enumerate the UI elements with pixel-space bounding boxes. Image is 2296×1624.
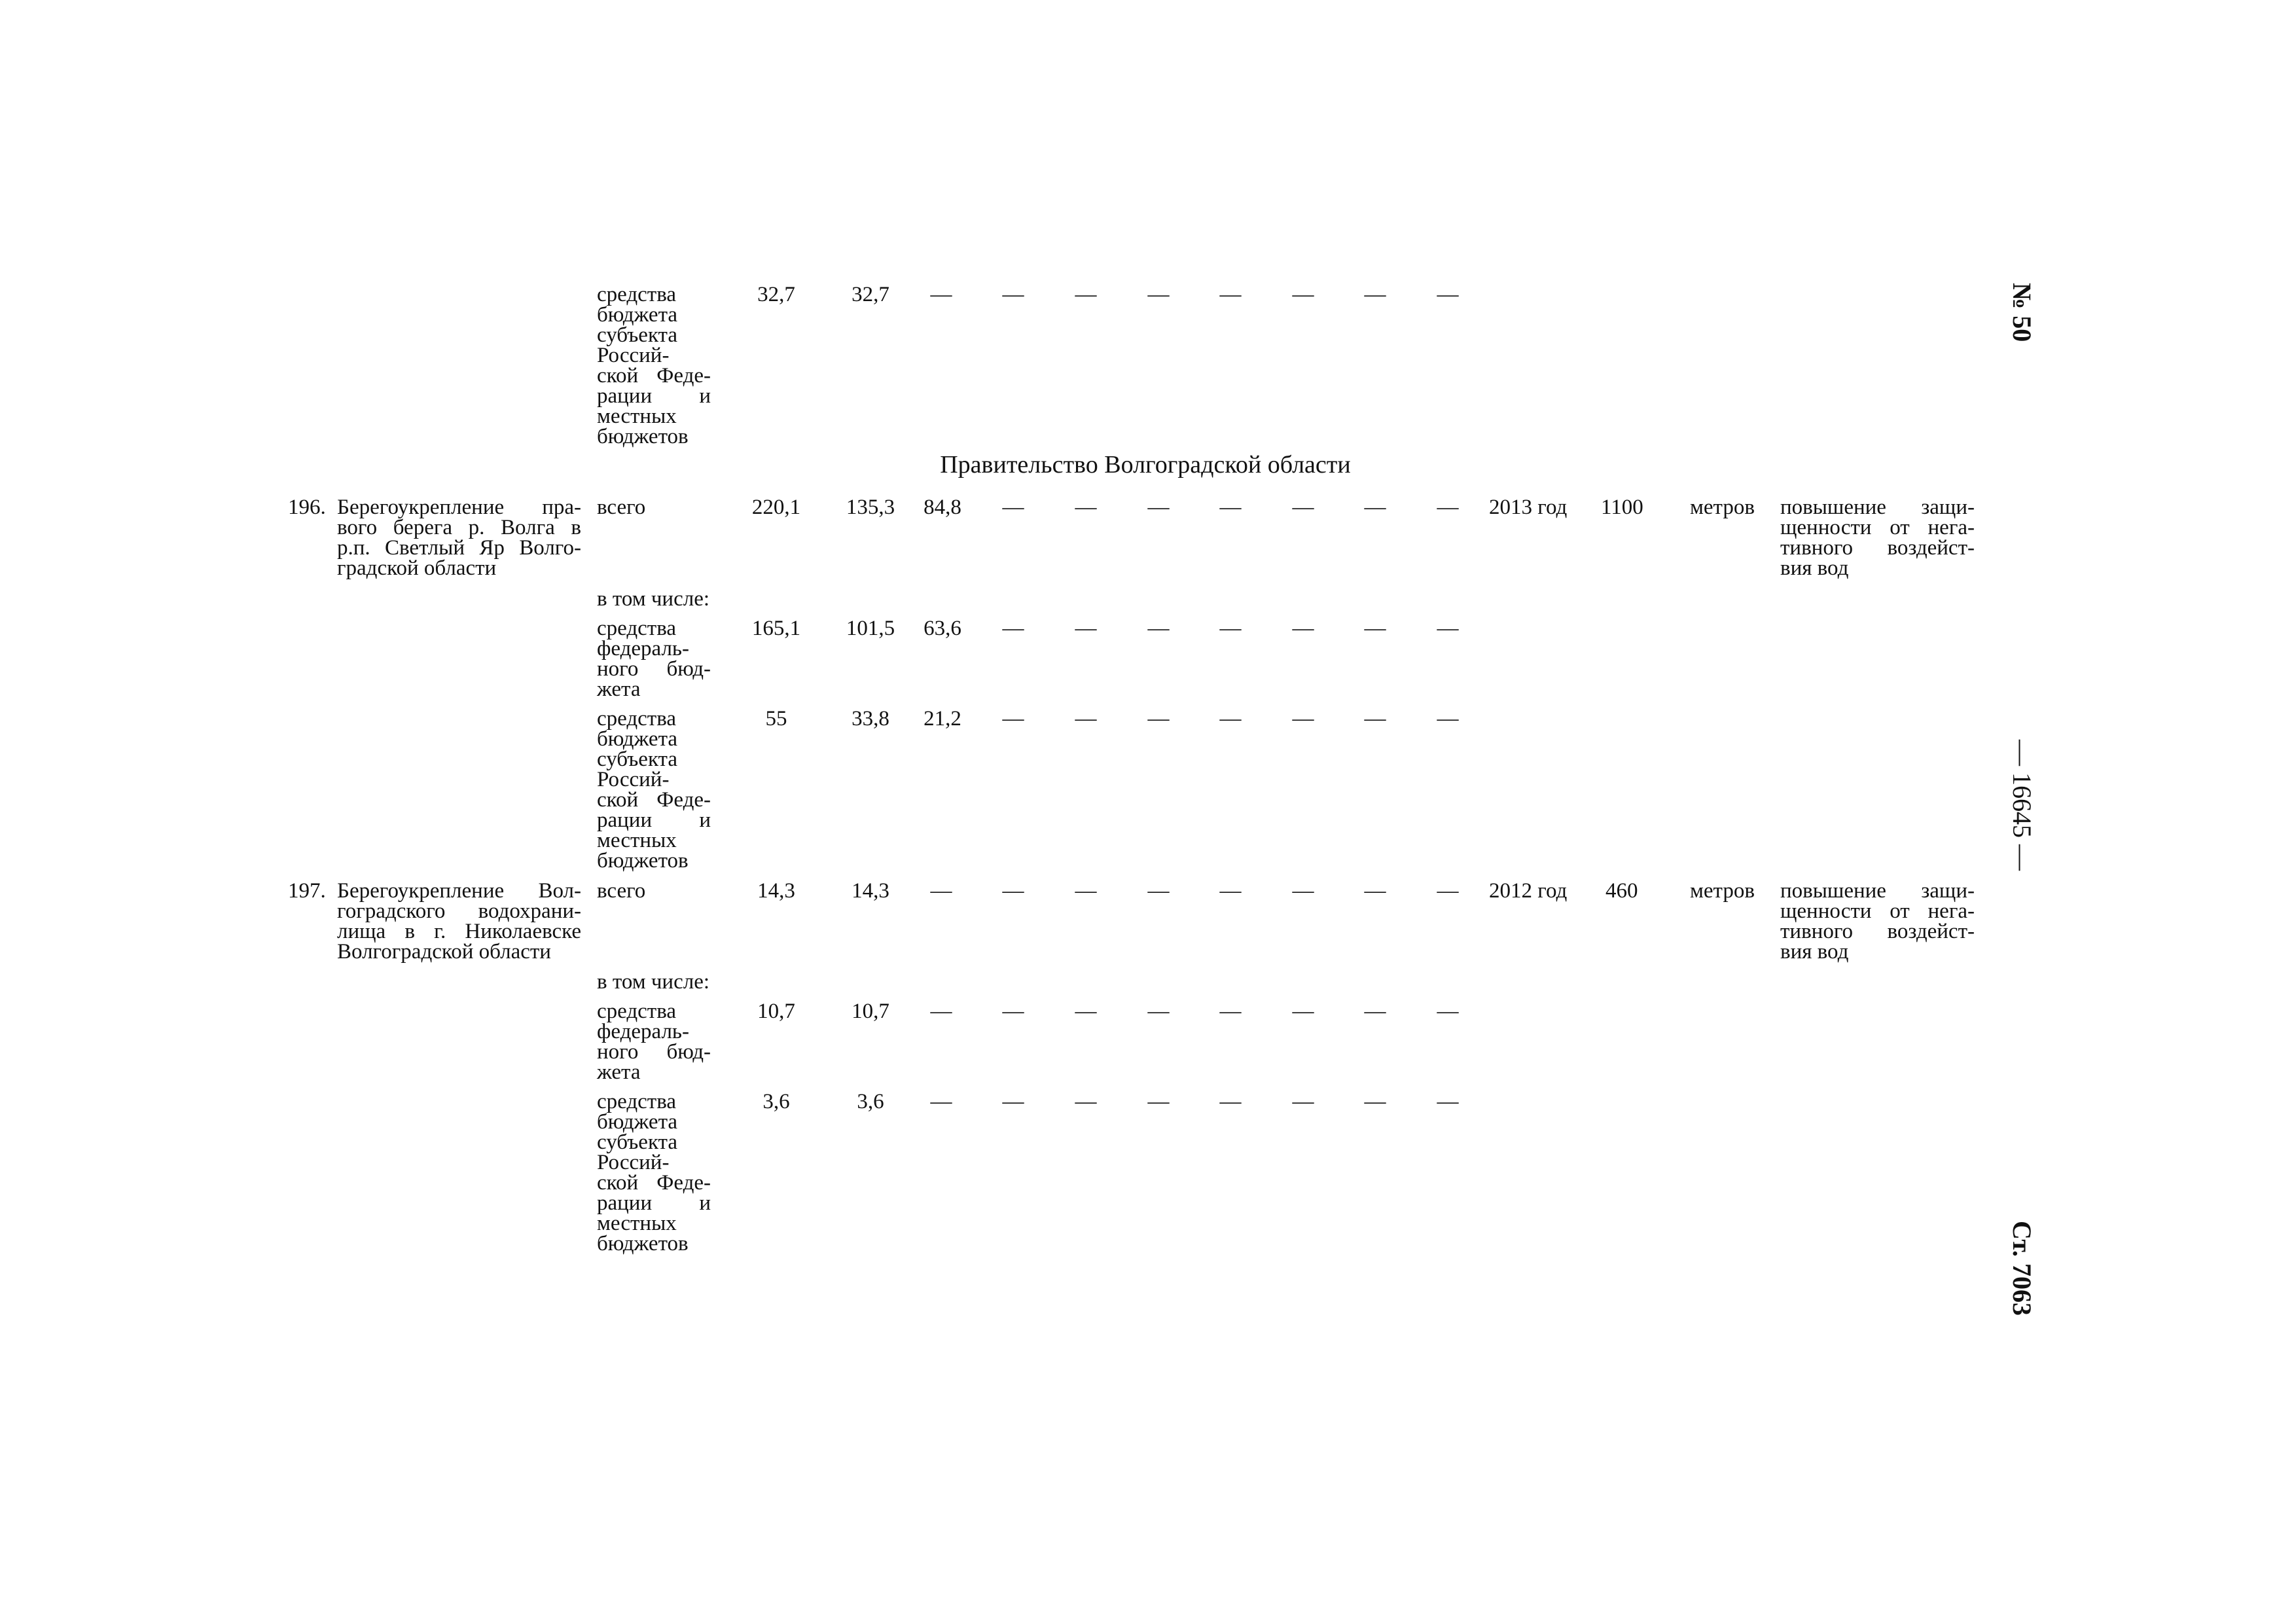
value-cell: 135,3: [846, 496, 895, 519]
dash-cell: —: [1292, 1000, 1314, 1023]
dash-cell: —: [1002, 1090, 1024, 1113]
value-cell: 165,1: [751, 617, 801, 640]
completion-year: 2013 год: [1489, 496, 1568, 519]
dash-cell: —: [1147, 879, 1170, 903]
dash-cell: —: [1002, 283, 1024, 306]
capacity-value: 460: [1605, 879, 1638, 903]
dash-cell: —: [1437, 1090, 1459, 1113]
source-regional: средства бюджета субъекта Россий- ской Феде- рации и местных бюджетов: [597, 1090, 711, 1255]
value-cell: 33,8: [852, 707, 889, 731]
dash-cell: —: [1147, 707, 1170, 731]
dash-cell: —: [1002, 617, 1024, 640]
dash-cell: —: [1075, 707, 1097, 731]
dash-cell: —: [930, 1090, 952, 1113]
value-cell: 3,6: [762, 1090, 790, 1113]
dash-cell: —: [1219, 617, 1242, 640]
source-federal: средства федераль- ного бюд- жета: [597, 617, 711, 701]
dash-cell: —: [1437, 283, 1459, 306]
dash-cell: —: [1437, 1000, 1459, 1023]
value-cell: 32,7: [852, 283, 889, 306]
value-cell: 220,1: [751, 496, 801, 519]
dash-cell: —: [1075, 1000, 1097, 1023]
value-cell: 84,8: [924, 496, 961, 519]
value-cell: 101,5: [846, 617, 895, 640]
expected-effect: повышение защи- щенности от нега- тивного воздейст- вия вод: [1780, 496, 1975, 580]
dash-cell: —: [1364, 707, 1386, 731]
value-cell: 14,3: [852, 879, 889, 903]
value-cell: 3,6: [857, 1090, 884, 1113]
dash-cell: —: [1147, 617, 1170, 640]
issue-number: № 50: [2007, 283, 2037, 342]
article-number: Ст. 7063: [2007, 1221, 2037, 1316]
value-cell: 14,3: [757, 879, 795, 903]
source-regional-top: средства бюджета субъекта Россий- ской Феде- рации и местных бюджетов: [597, 283, 711, 448]
dash-cell: —: [1075, 1090, 1097, 1113]
capacity-unit: метров: [1690, 879, 1755, 903]
source-total: всего: [597, 879, 646, 903]
dash-cell: —: [1219, 1000, 1242, 1023]
dash-cell: —: [1292, 707, 1314, 731]
page-number: — 16645 —: [2007, 740, 2037, 871]
dash-cell: —: [1219, 1090, 1242, 1113]
value-cell: 10,7: [757, 1000, 795, 1023]
source-total: всего: [597, 496, 646, 519]
row-number: 197.: [288, 879, 326, 903]
source-federal: средства федераль- ного бюд- жета: [597, 1000, 711, 1084]
dash-cell: —: [1002, 707, 1024, 731]
dash-cell: —: [1002, 496, 1024, 519]
dash-cell: —: [1292, 617, 1314, 640]
row-number: 196.: [288, 496, 326, 519]
expected-effect: повышение защи- щенности от нега- тивного воздейст- вия вод: [1780, 879, 1975, 964]
dash-cell: —: [1219, 283, 1242, 306]
value-cell: 21,2: [924, 707, 961, 731]
dash-cell: —: [930, 879, 952, 903]
value-cell: 55: [765, 707, 787, 731]
project-name: Берегоукрепление Вол- гоградского водохрани- лища в г. Николаевске Волгоградской области: [337, 879, 581, 964]
dash-cell: —: [1364, 1000, 1386, 1023]
dash-cell: —: [1219, 879, 1242, 903]
value-cell: 10,7: [852, 1000, 889, 1023]
dash-cell: —: [1364, 879, 1386, 903]
dash-cell: —: [1364, 496, 1386, 519]
dash-cell: —: [1147, 1000, 1170, 1023]
dash-cell: —: [1075, 879, 1097, 903]
source-including: в том числе:: [597, 970, 710, 994]
dash-cell: —: [1364, 283, 1386, 306]
source-including: в том числе:: [597, 587, 710, 611]
dash-cell: —: [1075, 617, 1097, 640]
dash-cell: —: [1147, 283, 1170, 306]
capacity-unit: метров: [1690, 496, 1755, 519]
dash-cell: —: [1292, 879, 1314, 903]
dash-cell: —: [1075, 496, 1097, 519]
value-cell: 32,7: [757, 283, 795, 306]
dash-cell: —: [1437, 496, 1459, 519]
dash-cell: —: [1364, 617, 1386, 640]
project-name: Берегоукрепление пра- вого берега р. Волга в р.п. Светлый Яр Волго- градской области: [337, 496, 581, 580]
dash-cell: —: [1364, 1090, 1386, 1113]
value-cell: 63,6: [924, 617, 961, 640]
dash-cell: —: [1219, 496, 1242, 519]
dash-cell: —: [1292, 1090, 1314, 1113]
completion-year: 2012 год: [1489, 879, 1568, 903]
dash-cell: —: [930, 283, 952, 306]
dash-cell: —: [1147, 1090, 1170, 1113]
dash-cell: —: [1437, 617, 1459, 640]
dash-cell: —: [1292, 496, 1314, 519]
dash-cell: —: [1002, 1000, 1024, 1023]
dash-cell: —: [1219, 707, 1242, 731]
dash-cell: —: [1437, 707, 1459, 731]
dash-cell: —: [1075, 283, 1097, 306]
dash-cell: —: [930, 1000, 952, 1023]
source-regional: средства бюджета субъекта Россий- ской Феде- рации и местных бюджетов: [597, 707, 711, 873]
dash-cell: —: [1292, 283, 1314, 306]
capacity-value: 1100: [1601, 496, 1643, 519]
dash-cell: —: [1002, 879, 1024, 903]
dash-cell: —: [1147, 496, 1170, 519]
dash-cell: —: [1437, 879, 1459, 903]
section-heading: Правительство Волгоградской области: [940, 451, 1351, 478]
